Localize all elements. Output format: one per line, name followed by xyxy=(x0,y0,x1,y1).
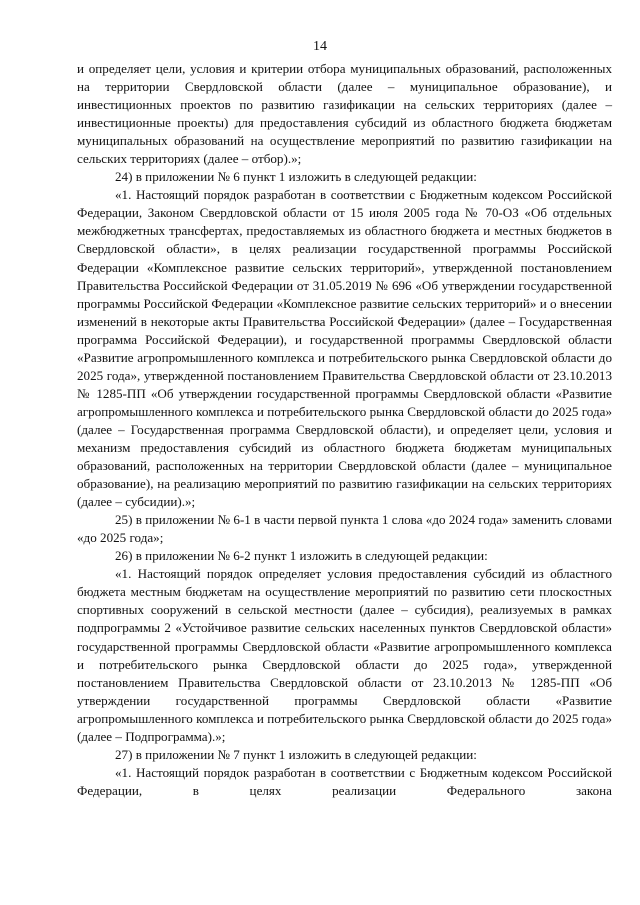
paragraph-appendix-6-2-text: «1. Настоящий порядок определяет условия предоставления субсидий из областного бюджета местным бюджетам на осуществление мероприятий по развитию сети плоскостных спортивных сооружений в сельской местности (далее – субсидия), реализуемых в рамках подпрограммы 2 «Устойчивое развитие сельских населенных пунктов Свердловской области» государственной программы Свердловской области «Развитие агропромышленного комплекса и потребительского рынка Свердловской области до 2025 года», утвержденной постановлением Правительства Свердловской области от 23.10.2013 № 1285-ПП «Об утверждении государственной программы Свердловской области «Развитие агропромышленного комплекса и потребительского рынка Свердловской области до 2025 года» (далее – Подпрограмма).»; xyxy=(77,566,612,744)
paragraph-item-27: 27) в приложении № 7 пункт 1 изложить в следующей редакции: xyxy=(115,746,477,762)
paragraph-appendix-7-text: «1. Настоящий порядок разработан в соответствии с Бюджетным кодексом Российской Федерации, в целях реализации Федерального закона xyxy=(77,764,612,798)
page-number: 14 xyxy=(313,39,327,54)
document-body xyxy=(77,60,612,800)
paragraph-item-25: 25) в приложении № 6-1 в части первой пункта 1 слова «до 2024 года» заменить словами «до 2025 года»; xyxy=(77,512,612,546)
paragraph-item-26: 26) в приложении № 6-2 пункт 1 изложить в следующей редакции: xyxy=(115,548,488,564)
paragraph-appendix-6-text: «1. Настоящий порядок разработан в соответствии с Бюджетным кодексом Российской Федерации, Законом Свердловской области от 15 июля 2005 года № 70-ОЗ «Об отдельных межбюджетных трансфертах, предоставляемых из областного бюджета и местных бюджетов в Свердловской области», в целях реализации государственной программы Российской Федерации «Комплексное развитие сельских территорий», утвержденной постановлением Правительства Российской Федерации от 31.05.2019 № 696 «Об утверждении государственной программы Российской Федерации «Комплексное развитие сельских территорий» и о внесении изменений в некоторые акты Правительства Российской Федерации» (далее – Государственная программа Российской Федерации), и государственной программы Свердловской области «Развитие агропромышленного комплекса и потребительского рынка Свердловской области до 2025 года», утвержденной постановлением Правительства Свердловской области от 23.10.2013 № 1285-ПП «Об утверждении государственной программы Свердловской области «Развитие агропромышленного комплекса и потребительского рынка Свердловской области до 2025 года» (далее – Государственная программа Свердловской области), и определяет цели, условия и механизм предоставления субсидий из областного бюджета бюджетам муниципальных образований, расположенных на территории Свердловской области (далее – муниципальное образование), на реализацию мероприятий по развитию газификации на сельских территориях (далее – субсидии).»; xyxy=(77,187,612,510)
paragraph-item-24: 24) в приложении № 6 пункт 1 изложить в следующей редакции: xyxy=(115,169,477,185)
paragraph-continuation: и определяет цели, условия и критерии отбора муниципальных образований, расположенных на территории Свердловской области (далее – муниципальное образование), и инвестиционных проектов по развитию газификации на сельских территориях (далее – инвестиционные проекты) для предоставления субсидий из областного бюджета бюджетам муниципальных образований на осуществление мероприятий по развитию газификации на сельских территориях (далее – отбор).»; xyxy=(77,61,612,167)
